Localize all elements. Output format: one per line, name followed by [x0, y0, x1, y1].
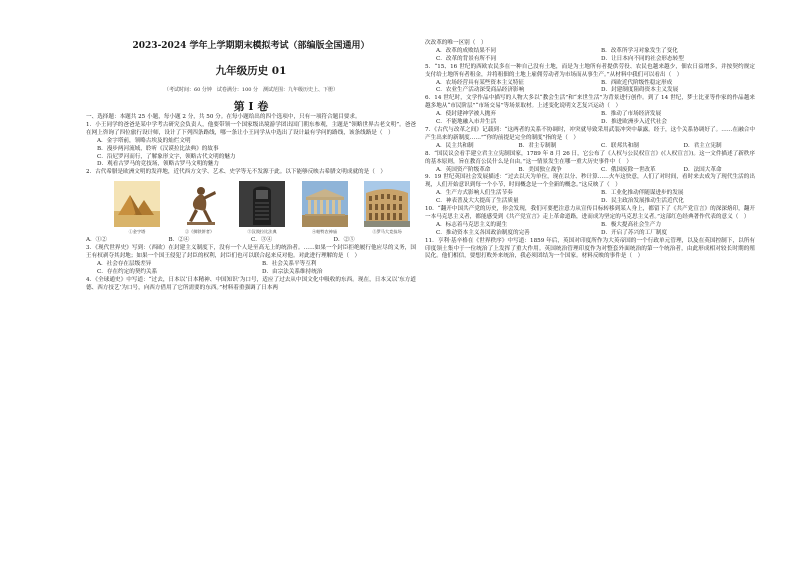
- exam-subtitle: 九年级历史 01: [215, 65, 287, 77]
- question-2-options: [86, 237, 416, 245]
- question-3-option-b: B．社会关系平等互利: [262, 260, 317, 267]
- question-9-stem: 9．19 世纪英国社会发展描述：“过去以天为单位，现在以分、秒计算……火车这快意，人们了对时间，看时来去成为了现代生活的出现，人们开始意识到每一个小节，时间概念是一个全新的概念。”这反映了（ ）: [425, 174, 755, 189]
- question-5-option-c: C．农业生产活动深受商品经济影响: [436, 87, 525, 94]
- question-10-stem: 10．“翻开中国共产党的历史，你会发现，我们可要把注意力从宣传目标转移到某人身上，都留下了《共产党宣言》的深深烙印，翻开一本马克思主义者，都能感受到《共产党宣言》走上革命道路，进而成为坚定的马克思主义者。”这部红色经典著作代表的意义（ ）: [425, 206, 755, 220]
- question-8-option-b: B．美国独立战争: [518, 166, 562, 173]
- image-hammurabi: [239, 181, 285, 235]
- volume-heading: 第 I 卷: [233, 100, 269, 113]
- question-10-option-c: C．推动资本主义各国政治制度的完善: [436, 229, 530, 236]
- question-7-options: [425, 143, 755, 151]
- question-9-option-a: A．生产方式影响人们生活节奏: [436, 190, 513, 197]
- question-4-stem: 4．《全球通史》中写道：“过去，日本以‘日本精神、中国知识’为口号，适应了过去从中国文化中吸收的东西。现在，日本又以‘东方道德、西方技艺’为口号，向西方借用了它所需要的东西。”材料着重强调了日本两: [86, 276, 416, 291]
- parthenon-image: [302, 181, 348, 227]
- question-4-option-c: C．改革的背景有所不同: [436, 55, 497, 62]
- image-caption: ③汉谟拉比法典: [247, 229, 277, 235]
- image-pyramids: [114, 181, 160, 235]
- exam-meta: （考试时间：60 分钟 试卷满分：100 分 测试范围：九年级历史上、下册）: [163, 87, 339, 93]
- question-2-option-d: D．②⑤: [333, 237, 355, 244]
- question-3-stem: 3．《现代世界史》写到：（西欧）在封建主义制度下，没有一个人是至高无上的统治者。……如果一个封臣拒绝履行他应尽的义务，国王有权剥夺其封地；如果一个国王侵犯了封臣的权利，封臣们也可以联合起来反对他。对此进行理解的是（ ）: [86, 245, 416, 260]
- question-2-option-c: C．③④: [251, 237, 273, 244]
- question-10-options-row1: [425, 222, 755, 230]
- section-instruction: 一、选择题：本题共 25 小题，每小题 2 分，共 50 分。在每小题给出的四个选项中，只有一项符合题目要求。: [86, 114, 361, 120]
- question-6-stem: 6．14 世纪时，文学作品中描写的人物大多以“教会生活”和“来世生活”为背景进行创作。到了 14 世纪，梦士比亚等作家的作品越来越多地从“市民阶层”“市场交易”等场景取材。上述变化说明文艺复兴运动（ ）: [425, 95, 755, 110]
- question-10-option-d: D．开启了苏兴的工厂制度: [601, 229, 668, 236]
- question-4-option-a: A．改革的成败结果不同: [436, 47, 496, 54]
- question-9-option-b: B．工业化推动伴随谋进步的发展: [601, 190, 684, 197]
- image-discobolus: [177, 181, 223, 235]
- question-3-option-a: A．社会存在层级差异: [97, 260, 152, 267]
- question-7-option-c: C．联邦共和制: [601, 142, 639, 149]
- left-column: [86, 0, 416, 293]
- question-4-option-d: D．让日本向不同的社会形态转型: [601, 55, 684, 62]
- image-caption: ②《掷铁饼者》: [184, 229, 215, 235]
- question-6-option-c: C．不能地融入市井生活: [436, 119, 497, 126]
- question-4-options-row1: [425, 48, 755, 56]
- question-6-option-b: B．推动了市场经济发展: [601, 111, 662, 118]
- question-6-option-a: A．使封建神学被人抛弃: [436, 111, 496, 118]
- question-3-options-row2: [86, 269, 416, 277]
- question-2-images: [114, 181, 410, 235]
- question-6-options-row2: [425, 119, 755, 127]
- question-7-stem: 7．《古代与改革之间》记载到：“这两者的关系不协调时，冲突就导致采用武装冲突中暴露。经于，这个关系协调好了。……在融合中产生出来的新制度……”“你的前提是完全的制度”指的是（ ）: [425, 126, 755, 141]
- question-7-option-d: D．君主立宪制: [683, 142, 722, 149]
- question-4-option-b: B．改革所学习对象发生了变化: [601, 47, 678, 54]
- question-3-option-d: D．由宗法关系维持统治: [262, 268, 323, 275]
- question-3-options-row1: [86, 261, 416, 269]
- image-colosseum: [364, 181, 410, 235]
- question-10-option-b: B．极大提高社会生产力: [601, 221, 662, 228]
- image-caption: ④帕特农神庙: [311, 229, 338, 235]
- question-9-option-c: C．神表普及大大提高了生活质量: [436, 198, 519, 205]
- question-2-option-b: B．②④: [168, 237, 190, 244]
- question-8-option-a: A．英国资产阶级革命: [436, 166, 491, 173]
- image-parthenon: [302, 181, 348, 235]
- question-9-option-d: D．民主政治发展推动生活近代化: [601, 198, 684, 205]
- question-7-option-b: B．君主专制制: [518, 142, 557, 149]
- question-10-option-a: A．标志着马克思主义的诞生: [436, 221, 508, 228]
- question-10-options-row2: [425, 230, 755, 238]
- question-1-option-b: B．漫步两河流域，聆听《汉谟拉比法典》的故事: [97, 145, 219, 152]
- question-5-option-a: A．农场经营具有某些资本主义特征: [436, 79, 524, 86]
- question-4-options-row2: [425, 56, 755, 64]
- question-8-option-c: C．俄国废除一世改革: [601, 166, 656, 173]
- question-5-option-d: D．封建制度阻碍资本主义发展: [601, 87, 679, 94]
- question-4-stem-continued: 次改革的唯一区别（ ）: [425, 40, 487, 46]
- question-1-option-c: C．沿尼罗河而行，了解象形文字，领略古代文明的魅力: [97, 153, 236, 160]
- image-caption: ①金字塔: [128, 229, 146, 235]
- question-8-option-d: D．法国大革命: [683, 166, 722, 173]
- question-1-stem: 1．小王同学的爸爸是某中学考古研究会负责人，他要带领一个国家级出境游学团出国门朝东参观，主题是“领略世界古老文明”。爸爸在网上咨询了四位旅行设计师，设计了下列四条路线，哪一条让小王同学从中选出了设计最有学问的路线，该条线路是（ ）: [86, 121, 416, 136]
- question-2-stem: 2．古代希腊是欧洲文明的发祥地，近代西方文学、艺术、史学等无不发源于此。以下能够反映古希腊文明成就的是（ ）: [86, 169, 387, 176]
- question-7-option-a: A．民主共和制: [436, 142, 474, 149]
- question-11-stem: 11．亨利·基辛格在《世界秩序》中写道：1859 年后，英国对印度所作为大英帝国的一个行政单元管理，以及在英国控制下，以所有印度领土集中于一位统治了上发挥了重大作用。英国统治管理印度作为对整套外面统治的第一个统治者，由此形成相对较长时期的殖民化。他们相信，要想打败外来统治，我必须团结为一个国家。材料反映的事件是（ ）: [425, 237, 755, 260]
- discobolus-image: [177, 181, 223, 227]
- colosseum-image: [364, 181, 410, 227]
- image-caption: ⑤罗马大竞技场: [372, 229, 402, 235]
- question-6-options-row1: [425, 111, 755, 119]
- question-3-option-c: C．存在约定的契约关系: [97, 268, 158, 275]
- pyramids-image: [114, 181, 160, 227]
- hammurabi-stele-image: [239, 181, 285, 227]
- question-9-options-row1: [425, 190, 755, 198]
- right-column: [425, 40, 755, 261]
- exam-title: 2023-2024 学年上学期期末模拟考试（部编版全国通用）: [132, 41, 370, 51]
- question-6-option-d: D．推进欧洲步入近代社会: [601, 119, 668, 126]
- question-8-stem: 8．“国民议会看手建立君主立宪制国家，1789 年 8 月 26 日，它公布了《人权与公民权宣言》(《人权宣言》)。这一文件描述了新秩序的基本原则，旨在教育公民什么是自由。”这一情景发生在哪一重大历史事件中（ ）: [425, 150, 755, 165]
- question-5-option-b: B．西欧近代阶级性稳定形成: [601, 79, 673, 86]
- question-9-options-row2: [425, 198, 755, 206]
- question-2-option-a: A．①②: [86, 237, 107, 244]
- question-1-option-d: D．观看古罗马的竞技场，领略古罗马文明的魅力: [97, 161, 219, 168]
- question-5-stem: 5．“15、16 世纪的西欧农民多在一种自己没有土地，而是为土地所有者提供劳役、农民也越来越少，佃农日益增多，并按契约规定支付给土地所有者租金，并将租佃的土地上雇佣劳动者为市场而从事生产。”从材料中我们可以看出（ ）: [425, 63, 755, 78]
- question-1-option-a: A．金字塔前，领略古埃及的灿烂文明: [97, 137, 191, 144]
